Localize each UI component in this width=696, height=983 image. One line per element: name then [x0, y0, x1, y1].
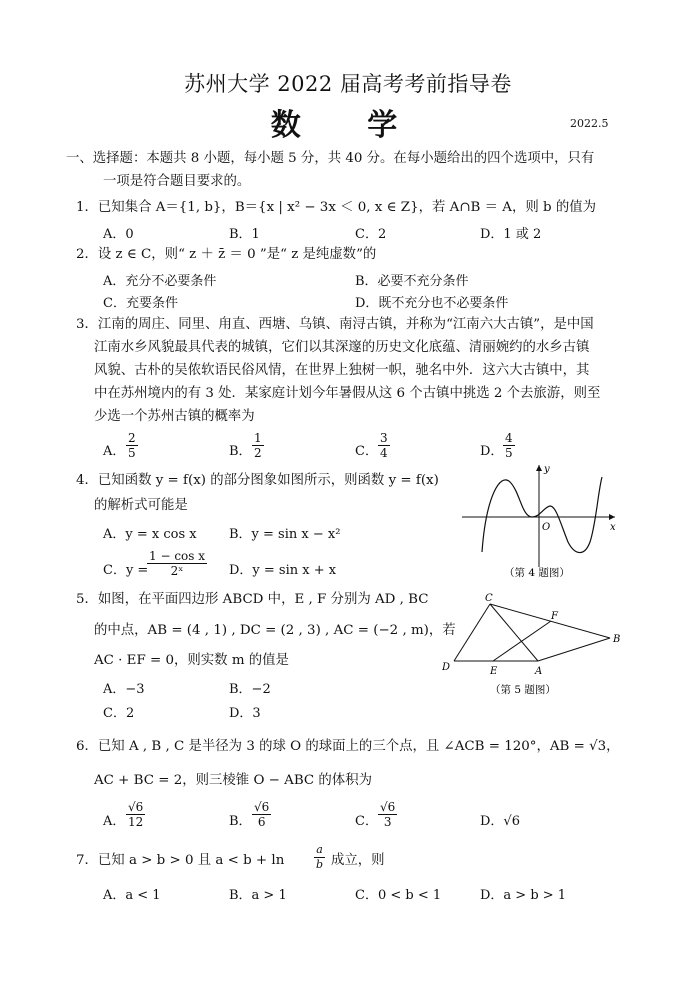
q2-option-b: B．必要不充分条件	[355, 274, 469, 289]
q4-option-c-label: C．y =	[103, 563, 149, 578]
point-label-b: B	[613, 634, 621, 645]
question-3-line-1: 3．江南的周庄、同里、甪直、西塘、乌镇、南浔古镇，并称为“江南六大古镇”，是中国	[76, 317, 594, 332]
origin-label: O	[542, 522, 551, 533]
fraction-denominator: 2ˣ	[170, 564, 184, 578]
fraction-denominator: 3	[383, 815, 392, 829]
q6-option-c-label: C．	[355, 814, 378, 829]
point-label-a: A	[535, 666, 543, 677]
q1-option-b: B．1	[229, 227, 260, 242]
function-curve	[482, 477, 602, 553]
fraction-denominator: 12	[128, 815, 144, 829]
section-heading: 一、选择题：本题共 8 小题，每小题 5 分，共 40 分。在每小题给出的四个选项中，只有	[66, 151, 595, 166]
fraction-denominator: 5	[128, 446, 136, 460]
question-1-stem: 1．已知集合 A＝{1, b}，B＝{x | x² − 3x ＜ 0, x ∈ Z}，若 A∩B ＝ A，则 b 的值为	[76, 200, 596, 215]
q6-option-b-label: B．	[229, 814, 252, 829]
x-axis-label: x	[610, 522, 616, 533]
q6-option-a-fraction	[126, 800, 145, 829]
q4-option-b: B．y = sin x − x²	[229, 527, 341, 542]
question-4-line-1: 4．已知函数 y = f(x) 的部分图象如图所示，则函数 y = f(x)	[76, 473, 439, 488]
question-6-line-2: AC + BC = 2，则三棱锥 O − ABC 的体积为	[94, 773, 372, 788]
question-2-stem: 2．设 z ∈ C，则“ z ＋ z̄ ＝ 0 ”是“ z 是纯虚数”的	[76, 247, 377, 262]
question-3-line-4: 中在苏州境内的有 3 处．某家庭计划今年暑假从这 6 个古镇中挑选 2 个去旅游，则至	[94, 386, 601, 401]
q7-option-b: B．a > 1	[229, 888, 287, 903]
fraction-denominator: 4	[380, 446, 388, 460]
q2-option-a: A．充分不必要条件	[103, 274, 217, 289]
fraction-numerator: √6	[254, 800, 270, 814]
q3-option-a-label: A．	[103, 444, 126, 459]
question-4-line-2: 的解析式可能是	[94, 498, 188, 513]
q3-option-b-label: B．	[229, 444, 252, 459]
q5-figure-caption: （第 5 题图）	[490, 684, 556, 696]
fraction-numerator: √6	[380, 800, 396, 814]
point-label-d: D	[442, 662, 451, 673]
fraction-numerator: √6	[128, 800, 144, 814]
fraction-numerator: 1 − cos x	[149, 549, 206, 563]
question-5-line-1: 5．如图，在平面四边形 ABCD 中，E , F 分别为 AD , BC	[76, 592, 429, 607]
question-6-line-1: 6．已知 A , B , C 是半径为 3 的球 O 的球面上的三个点，且 ∠ACB = 120°，AB = √3，	[76, 739, 620, 754]
question-3-line-3: 风貌、古朴的吴侬软语民俗风情，在世界上独树一帜，驰名中外．这六大古镇中，其	[94, 363, 590, 378]
y-axis-arrow-icon	[536, 465, 542, 471]
q6-option-b-fraction	[252, 800, 271, 829]
exam-date: 2022.5	[570, 117, 609, 130]
fraction-numerator: 4	[505, 431, 513, 445]
fraction-denominator: 2	[254, 446, 262, 460]
fraction-denominator: 5	[505, 446, 513, 460]
q4-figure-caption: （第 4 题图）	[504, 567, 570, 579]
q5-option-b: B．−2	[229, 682, 271, 697]
q5-option-c: C．2	[103, 706, 135, 721]
q2-option-c: C．充要条件	[103, 296, 178, 311]
q4-option-c-fraction	[147, 549, 207, 578]
q3-option-c-label: C．	[355, 444, 378, 459]
q3-option-a-fraction	[126, 431, 138, 460]
q5-option-d: D．3	[229, 706, 261, 721]
q3-option-d-label: D．	[480, 444, 504, 459]
fraction-denominator: b	[316, 858, 324, 871]
q1-option-c: C．2	[355, 227, 387, 242]
q7-ln-fraction	[314, 843, 325, 872]
q7-option-c: C．0 < b < 1	[355, 888, 442, 903]
segment-ef	[493, 621, 551, 661]
q4-option-d: D．y = sin x + x	[229, 563, 337, 578]
question-7-stem-b: 成立，则	[331, 853, 385, 868]
subject-title: 数 学	[270, 108, 426, 143]
q3-option-b-fraction	[252, 431, 264, 460]
segment-ab	[538, 638, 610, 661]
question-3-line-2: 江南水乡风貌最具代表的城镇，它们以其深邃的历史文化底蕴、清丽婉约的水乡古镇	[94, 340, 590, 355]
q4-function-graph	[460, 462, 620, 582]
question-7-stem-a: 7．已知 a > b > 0 且 a < b + ln	[76, 853, 285, 868]
q5-option-a: A．−3	[103, 682, 145, 697]
q6-option-a-label: A．	[103, 814, 126, 829]
q2-option-d: D．既不充分也不必要条件	[355, 296, 509, 311]
segment-cb	[490, 604, 610, 638]
q7-option-d: D．a > b > 1	[480, 888, 567, 903]
x-axis-arrow-icon	[609, 514, 615, 520]
fraction-numerator: 1	[254, 431, 262, 445]
point-label-e: E	[490, 666, 498, 677]
fraction-denominator: 6	[257, 815, 266, 829]
q3-option-d-fraction	[503, 431, 515, 460]
q7-option-a: A．a < 1	[103, 888, 161, 903]
exam-title: 苏州大学 2022 届高考考前指导卷	[184, 72, 512, 96]
q5-quadrilateral-figure	[438, 592, 628, 702]
q6-option-d: D．√6	[480, 814, 520, 829]
question-5-line-3: AC · EF = 0，则实数 m 的值是	[94, 653, 289, 668]
question-3-line-5: 少选一个苏州古镇的概率为	[94, 409, 255, 424]
q1-option-d: D．1 或 2	[480, 227, 542, 242]
q1-option-a: A．0	[103, 227, 134, 242]
point-label-c: C	[485, 593, 493, 604]
q6-option-c-fraction	[378, 800, 397, 829]
fraction-numerator: 3	[380, 431, 388, 445]
fraction-numerator: 2	[128, 431, 136, 445]
q4-option-a: A．y = x cos x	[103, 527, 197, 542]
y-axis-label: y	[544, 464, 550, 475]
section-heading-cont: 一项是符合题目要求的。	[103, 174, 251, 189]
segment-ca	[490, 604, 538, 661]
q3-option-c-fraction	[378, 431, 390, 460]
question-5-line-2: 的中点，AB = (4 , 1) , DC = (2 , 3) , AC = (−2 , m)，若	[94, 623, 456, 638]
segment-dc	[454, 604, 490, 661]
point-label-f: F	[551, 611, 558, 622]
fraction-numerator: a	[314, 843, 325, 858]
